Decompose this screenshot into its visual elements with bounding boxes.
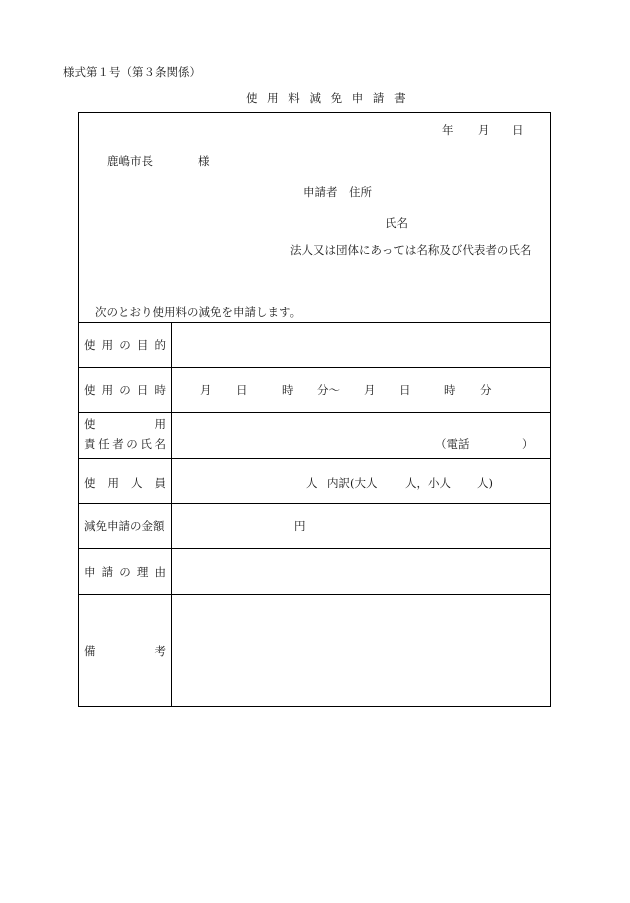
to-minute-unit: 分 <box>480 383 492 397</box>
name-label: 氏名 <box>385 216 408 230</box>
breakdown-open: 内訳(大人 <box>327 476 378 490</box>
applicant-label: 申請者 <box>303 185 338 199</box>
reason-label: 申 請 の 理 由 <box>84 565 166 579</box>
form-number: 様式第１号（第３条関係） <box>63 65 201 79</box>
currency-unit: 円 <box>294 519 306 533</box>
to-day-unit: 日 <box>399 383 411 397</box>
to-month-unit: 月 <box>364 383 376 397</box>
row-divider <box>78 594 551 595</box>
people-unit: 人 <box>306 476 318 490</box>
from-minute-unit: 分～ <box>317 383 340 397</box>
people-label: 使 用 人 員 <box>84 476 166 490</box>
to-hour-unit: 時 <box>444 383 456 397</box>
date-year-label: 年 <box>442 123 454 137</box>
purpose-label: 使 用 の 目 的 <box>84 338 166 352</box>
child-unit: 人) <box>477 476 493 490</box>
document-title: 使 用 料 減 免 申 請 書 <box>246 91 409 105</box>
table-top-border <box>78 322 551 323</box>
row-divider <box>78 458 551 459</box>
row-divider <box>78 548 551 549</box>
application-statement: 次のとおり使用料の減免を申請します。 <box>95 305 302 319</box>
from-hour-unit: 時 <box>282 383 294 397</box>
name-note: 法人又は団体にあっては名称及び代表者の氏名 <box>290 243 532 257</box>
adult-unit: 人，小人 <box>405 476 451 490</box>
row-divider <box>78 412 551 413</box>
amount-label: 減免申請の金額 <box>84 519 165 533</box>
date-day-label: 日 <box>512 123 524 137</box>
label-column-divider <box>171 322 172 707</box>
phone-close: ） <box>522 437 534 451</box>
responsible-label-line2: 責 任 者 の 氏 名 <box>84 437 166 451</box>
from-month-unit: 月 <box>200 383 212 397</box>
responsible-label-line1: 使 用 <box>84 417 166 431</box>
remarks-label: 備 考 <box>84 644 166 658</box>
addressee: 鹿嶋市長 <box>107 154 153 168</box>
date-month-label: 月 <box>478 123 490 137</box>
row-divider <box>78 503 551 504</box>
phone-open: （電話 <box>435 437 470 451</box>
address-label: 住所 <box>349 185 372 199</box>
form-frame <box>78 112 551 707</box>
honorific: 様 <box>198 154 210 168</box>
row-divider <box>78 367 551 368</box>
datetime-label: 使 用 の 日 時 <box>84 383 166 397</box>
from-day-unit: 日 <box>236 383 248 397</box>
